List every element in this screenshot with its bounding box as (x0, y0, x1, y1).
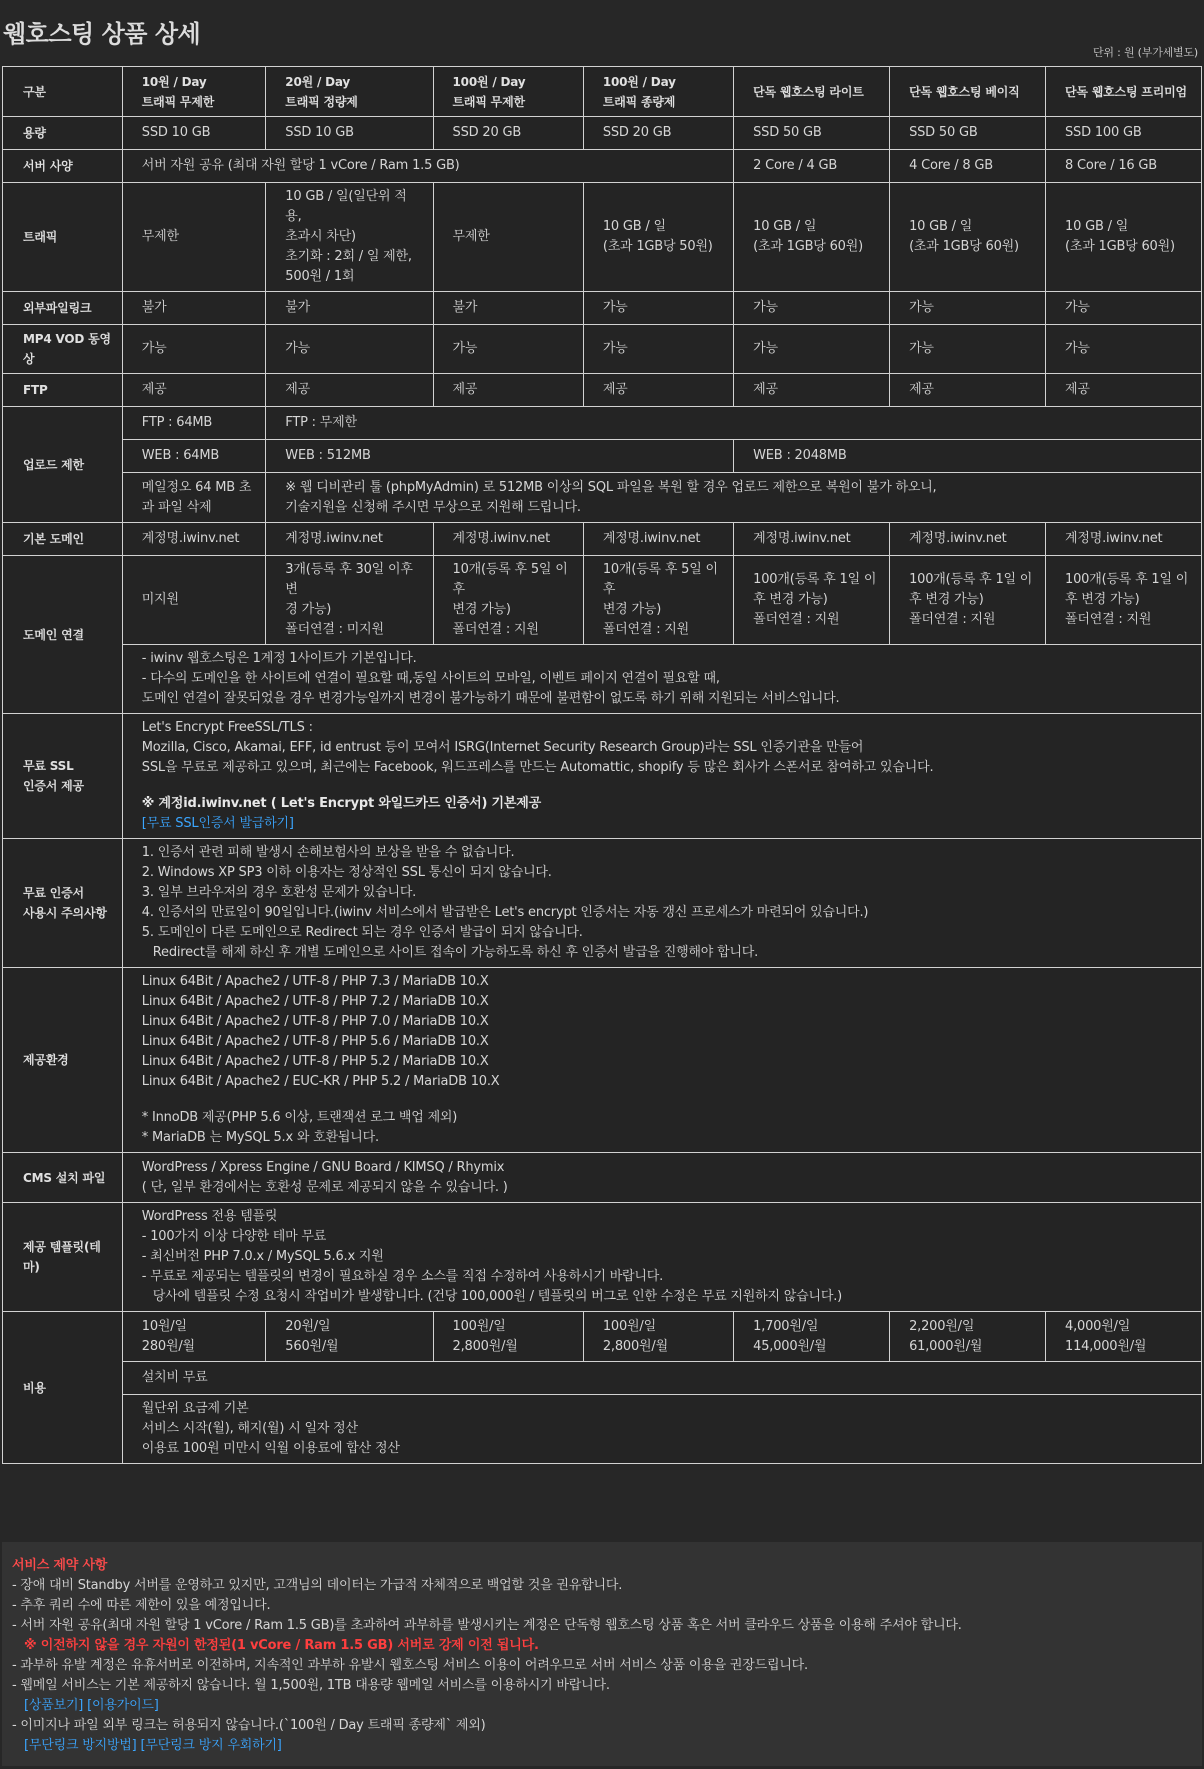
restriction-item: - 추후 쿼리 수에 따른 제한이 있을 예정입니다. (12, 1598, 271, 1613)
restriction-warning: ※ 이전하지 않을 경우 자원이 한정된(1 vCore / Ram 1.5 GB) 서버로 강제 이전 됩니다. (24, 1638, 539, 1653)
table-cell: SSD 50 GB (734, 117, 890, 150)
product-view-link[interactable]: [상품보기] (24, 1698, 84, 1713)
row-label: 용량 (3, 117, 123, 150)
restriction-item: - 서버 자원 공유(최대 자원 할당 1 vCore / Ram 1.5 GB)를 초과하여 과부하를 발생시키는 계정은 단독형 웹호스팅 상품 혹은 서버 클라우드 상품을 이용해 주셔야 합니다. (12, 1618, 962, 1633)
table-cell: 3개(등록 후 30일 이후 변 경 가능) 폴더연결 : 미지원 (266, 556, 433, 645)
hotlink-links (12, 1736, 1192, 1756)
row-ftp (3, 374, 1202, 407)
table-cell: 제공 (890, 374, 1046, 407)
table-cell: - iwinv 웹호스팅은 1계정 1사이트가 기본입니다. - 다수의 도메인을 한 사이트에 연결이 필요할 때,동일 사이트의 모바일, 이벤트 페이지 연결이 필요할 때, 도메인 연결이 잘못되었을 경우 변경가능일까지 변경이 불가능하기 때문에 불편함이 없도록 하기 위해 지원되는 서비스입니다. (122, 645, 1201, 714)
row-cost (3, 1312, 1202, 1362)
header-cell: 20원 / Day 트래픽 정량제 (266, 67, 433, 117)
header-cell: 구분 (3, 67, 123, 117)
table-cell: 제공 (433, 374, 583, 407)
table-cell: WEB : 2048MB (734, 440, 1202, 473)
table-cell: 무제한 (122, 183, 266, 292)
row-free-ssl (3, 714, 1202, 839)
table-cell: SSD 10 GB (266, 117, 433, 150)
table-cell: 계정명.iwinv.net (583, 523, 733, 556)
row-cost-setup (3, 1362, 1202, 1395)
table-cell: SSD 10 GB (122, 117, 266, 150)
row-label: 외부파일링크 (3, 292, 123, 325)
table-cell: 가능 (433, 325, 583, 374)
table-cell (122, 714, 1201, 839)
table-cell: 불가 (266, 292, 433, 325)
table-cell: 제공 (734, 374, 890, 407)
table-cell: 계정명.iwinv.net (890, 523, 1046, 556)
restriction-item: - 과부하 유발 계정은 유휴서버로 이전하며, 지속적인 과부하 유발시 웹호스팅 서비스 이용이 어려우므로 서버 서비스 상품 이용을 권장드립니다. (12, 1658, 808, 1673)
table-cell: 제공 (266, 374, 433, 407)
table-cell: 제공 (583, 374, 733, 407)
header-row (3, 67, 1202, 117)
row-label: 트래픽 (3, 183, 123, 292)
table-cell: 제공 (1046, 374, 1202, 407)
row-label: 기본 도메인 (3, 523, 123, 556)
table-cell: 가능 (890, 325, 1046, 374)
hotlink-bypass-link[interactable]: [무단링크 방지 우회하기] (140, 1738, 282, 1753)
header-cell: 단독 웹호스팅 라이트 (734, 67, 890, 117)
ssl-issue-link[interactable]: [무료 SSL인증서 발급하기] (141, 816, 294, 831)
header-cell: 단독 웹호스팅 프리미엄 (1046, 67, 1202, 117)
table-cell: 계정명.iwinv.net (433, 523, 583, 556)
row-label: 무료 인증서 사용시 주의사항 (3, 839, 123, 968)
table-cell: 메일정오 64 MB 초 과 파일 삭제 (122, 473, 266, 523)
row-label: 제공 템플릿(테마) (3, 1203, 123, 1312)
table-cell: 계정명.iwinv.net (266, 523, 433, 556)
table-cell: ※ 웹 디비관리 툴 (phpMyAdmin) 로 512MB 이상의 SQL 파일을 복원 할 경우 업로드 제한으로 복원이 불가 하오니, 기술지원을 신청해 주시면 무상으로 지원해 드립니다. (266, 473, 1202, 523)
table-cell: SSD 100 GB (1046, 117, 1202, 150)
table-cell: 무제한 (433, 183, 583, 292)
user-guide-link[interactable]: [이용가이드] (87, 1698, 159, 1713)
table-cell: 가능 (734, 325, 890, 374)
table-cell: 불가 (433, 292, 583, 325)
table-cell: 계정명.iwinv.net (1046, 523, 1202, 556)
table-cell: Linux 64Bit / Apache2 / UTF-8 / PHP 7.3 / MariaDB 10.X Linux 64Bit / Apache2 / UTF-8 / PHP 7.2 / MariaDB 10.X Linux 64Bit / Apache2 / UTF-8 / PHP 7.0 / MariaDB 10.X Linux 64Bit / Apache2 / UTF-8 / PHP 5.6 / MariaDB 10.X Linux 64Bit / Apache2 / UTF-8 / PHP 5.2 / MariaDB 10.X Linux 64Bit / Apache2 / EUC-KR / PHP 5.2 / MariaDB 10.X * InnoDB 제공(PHP 5.6 이상, 트랜잭션 로그 백업 제외) * MariaDB 는 MySQL 5.x 와 호환됩니다. (122, 968, 1201, 1153)
row-ssl-notice (3, 839, 1202, 968)
table-cell: WordPress 전용 템플릿 - 100가지 이상 다양한 테마 무료 - 최신버전 PHP 7.0.x / MySQL 5.6.x 지원 - 무료로 제공되는 템플릿의 변경이 필요하실 경우 소스를 직접 수정하여 사용하시기 바랍니다. 당사에 템플릿 수정 요청시 작업비가 발생합니다. (건당 100,000원 / 템플릿의 버그로 인한 수정은 무료 지원하지 않습니다.) (122, 1203, 1201, 1312)
table-cell: 100개(등록 후 1일 이 후 변경 가능) 폴더연결 : 지원 (734, 556, 890, 645)
unit-note: 단위 : 원 (부가세별도) (1093, 46, 1198, 59)
header-cell: 10원 / Day 트래픽 무제한 (122, 67, 266, 117)
table-cell: 가능 (890, 292, 1046, 325)
table-cell: 가능 (266, 325, 433, 374)
table-cell: 가능 (122, 325, 266, 374)
table-cell: 10원/일 280원/월 (122, 1312, 266, 1362)
table-cell: 20원/일 560원/월 (266, 1312, 433, 1362)
table-cell: FTP : 무제한 (266, 407, 1202, 440)
hotlink-prevent-link[interactable]: [무단링크 방지방법] (24, 1738, 137, 1753)
header-cell: 단독 웹호스팅 베이직 (890, 67, 1046, 117)
row-label: 제공환경 (3, 968, 123, 1153)
restrictions-title: 서비스 제약 사항 (12, 1558, 108, 1573)
table-cell: 2 Core / 4 GB (734, 150, 890, 183)
row-label: 서버 사양 (3, 150, 123, 183)
row-upload-mail (3, 473, 1202, 523)
page-title: 웹호스팅 상품 상세 (3, 20, 201, 48)
row-traffic (3, 183, 1202, 292)
table-cell: SSD 20 GB (433, 117, 583, 150)
table-cell: WEB : 64MB (122, 440, 266, 473)
row-label: 무료 SSL 인증서 제공 (3, 714, 123, 839)
table-cell: 1,700원/일 45,000원/월 (734, 1312, 890, 1362)
table-cell: WEB : 512MB (266, 440, 734, 473)
row-default-domain (3, 523, 1202, 556)
ssl-text: Let's Encrypt FreeSSL/TLS : Mozilla, Cisco, Akamai, EFF, id entrust 등이 모여서 ISRG(Internet Security Research Group)라는 SSL 인증기관을 만들어 SSL을 무료로 제공하고 있으며, 최근에는 Facebook, 워드프레스를 만드는 Automattic, shopify 등 많은 회사가 스폰서로 참여하고 있습니다. (141, 720, 934, 775)
spec-table (2, 66, 1202, 1464)
row-capacity (3, 117, 1202, 150)
table-cell: 10 GB / 일 (초과 1GB당 60원) (890, 183, 1046, 292)
table-cell: 가능 (1046, 292, 1202, 325)
table-cell: 가능 (734, 292, 890, 325)
row-label: MP4 VOD 동영상 (3, 325, 123, 374)
table-cell: SSD 20 GB (583, 117, 733, 150)
table-cell: 가능 (583, 325, 733, 374)
table-cell: 미지원 (122, 556, 266, 645)
table-cell: 계정명.iwinv.net (734, 523, 890, 556)
header-cell: 100원 / Day 트래픽 종량제 (583, 67, 733, 117)
header-cell: 100원 / Day 트래픽 무제한 (433, 67, 583, 117)
row-cms (3, 1153, 1202, 1203)
row-environment (3, 968, 1202, 1153)
row-label: CMS 설치 파일 (3, 1153, 123, 1203)
restriction-item: - 웹메일 서비스는 기본 제공하지 않습니다. 월 1,500원, 1TB 대용량 웹메일 서비스를 이용하시기 바랍니다. (12, 1678, 610, 1693)
table-cell: 불가 (122, 292, 266, 325)
row-label: 도메인 연결 (3, 556, 123, 714)
table-cell: 10개(등록 후 5일 이후 변경 가능) 폴더연결 : 지원 (433, 556, 583, 645)
table-cell: 2,200원/일 61,000원/월 (890, 1312, 1046, 1362)
ssl-default-note: ※ 계정id.iwinv.net ( Let's Encrypt 와일드카드 인증서) 기본제공 (141, 796, 541, 811)
table-cell: 100원/일 2,800원/월 (583, 1312, 733, 1362)
row-upload-ftp (3, 407, 1202, 440)
row-label: 비용 (3, 1312, 123, 1464)
row-external-link (3, 292, 1202, 325)
row-upload-web (3, 440, 1202, 473)
row-server (3, 150, 1202, 183)
table-cell: FTP : 64MB (122, 407, 266, 440)
row-cost-billing (3, 1395, 1202, 1464)
service-restrictions (2, 1542, 1202, 1766)
restriction-item: - 이미지나 파일 외부 링크는 허용되지 않습니다.(`100원 / Day 트래픽 종량제` 제외) (12, 1718, 486, 1733)
table-cell: 100개(등록 후 1일 이 후 변경 가능) 폴더연결 : 지원 (890, 556, 1046, 645)
webmail-links (12, 1696, 1192, 1716)
table-cell: 10 GB / 일 (초과 1GB당 50원) (583, 183, 733, 292)
row-domain-link (3, 556, 1202, 645)
row-label: 업로드 제한 (3, 407, 123, 523)
table-cell: 제공 (122, 374, 266, 407)
table-cell: 설치비 무료 (122, 1362, 1201, 1395)
row-domain-link-note (3, 645, 1202, 714)
table-cell: 4,000원/일 114,000원/월 (1046, 1312, 1202, 1362)
table-cell: 월단위 요금제 기본 서비스 시작(월), 해지(월) 시 일자 정산 이용료 100원 미만시 익월 이용료에 합산 정산 (122, 1395, 1201, 1464)
table-cell: 10 GB / 일 (초과 1GB당 60원) (1046, 183, 1202, 292)
table-cell: WordPress / Xpress Engine / GNU Board / KIMSQ / Rhymix ( 단, 일부 환경에서는 호환성 문제로 제공되지 않을 수 있습니다. ) (122, 1153, 1201, 1203)
table-cell: 가능 (583, 292, 733, 325)
table-cell: 서버 자원 공유 (최대 자원 할당 1 vCore / Ram 1.5 GB) (122, 150, 733, 183)
table-cell: 10개(등록 후 5일 이후 변경 가능) 폴더연결 : 지원 (583, 556, 733, 645)
row-mp4 (3, 325, 1202, 374)
table-cell: 계정명.iwinv.net (122, 523, 266, 556)
table-cell: 4 Core / 8 GB (890, 150, 1046, 183)
table-cell: 1. 인증서 관련 피해 발생시 손해보험사의 보상을 받을 수 없습니다. 2. Windows XP SP3 이하 이용자는 정상적인 SSL 통신이 되지 않습니다. 3. 일부 브라우저의 경우 호환성 문제가 있습니다. 4. 인증서의 만료일이 90일입니다.(iwinv 서비스에서 발급받은 Let's encrypt 인증서는 자동 갱신 프로세스가 마련되어 있습니다.) 5. 도메인이 다른 도메인으로 Redirect 되는 경우 인증서 발급이 되지 않습니다. Redirect를 해제 하신 후 개별 도메인으로 사이트 접속이 가능하도록 하신 후 인증서 발급을 진행해야 합니다. (122, 839, 1201, 968)
restriction-item: - 장애 대비 Standby 서버를 운영하고 있지만, 고객님의 데이터는 가급적 자체적으로 백업할 것을 권유합니다. (12, 1578, 623, 1593)
row-template (3, 1203, 1202, 1312)
table-cell: 100원/일 2,800원/월 (433, 1312, 583, 1362)
table-cell: 100개(등록 후 1일 이 후 변경 가능) 폴더연결 : 지원 (1046, 556, 1202, 645)
table-cell: SSD 50 GB (890, 117, 1046, 150)
row-label: FTP (3, 374, 123, 407)
table-cell: 10 GB / 일(일단위 적용, 초과시 차단) 초기화 : 2회 / 일 제한, 500원 / 1회 (266, 183, 433, 292)
table-cell: 10 GB / 일 (초과 1GB당 60원) (734, 183, 890, 292)
table-cell: 가능 (1046, 325, 1202, 374)
table-cell: 8 Core / 16 GB (1046, 150, 1202, 183)
